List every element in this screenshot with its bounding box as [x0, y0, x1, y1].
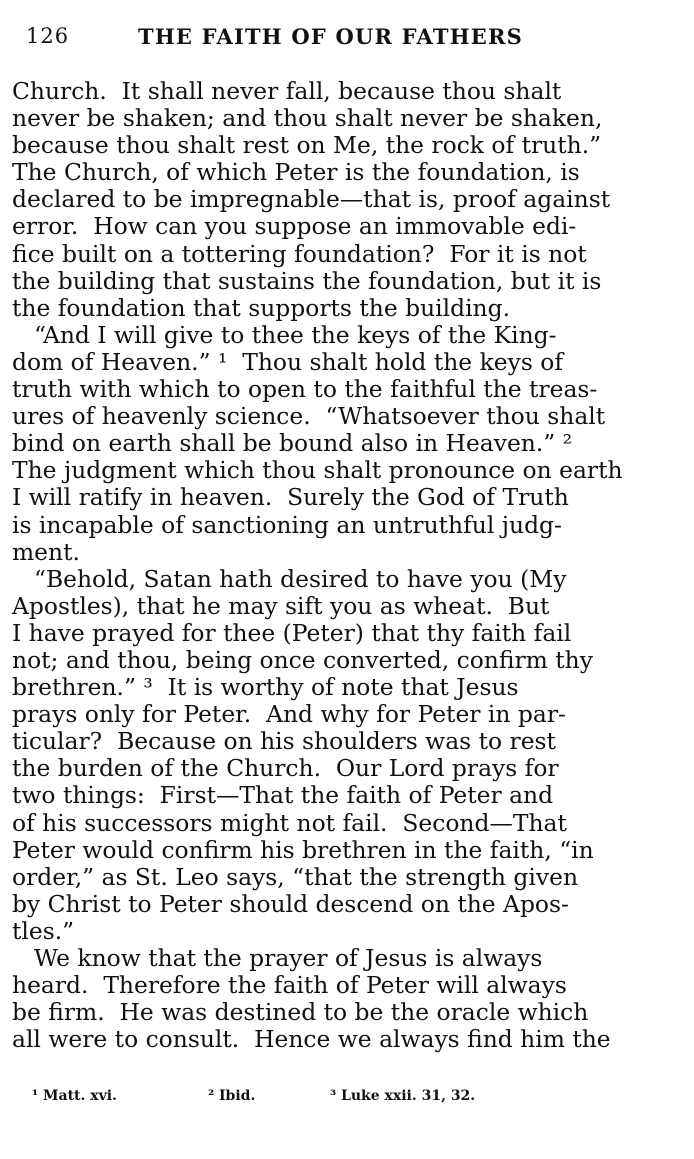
text-line: error. How can you suppose an immovable edi- — [12, 212, 577, 241]
text-line: order,” as St. Leo says, “that the strength given — [12, 862, 579, 891]
text-line: because thou shalt rest on Me, the rock of truth.” — [12, 131, 602, 160]
text-line: I will ratify in heaven. Surely the God of Truth — [12, 483, 569, 512]
text-line: ures of heavenly science. “Whatsoever thou shalt — [12, 402, 606, 431]
text-line: The judgment which thou shalt pronounce on earth — [12, 456, 623, 485]
text-line: fice built on a tottering foundation? For it is not — [12, 239, 587, 268]
text-line: “Behold, Satan hath desired to have you (My — [34, 564, 567, 593]
body-text — [12, 78, 660, 1053]
text-line: Church. It shall never fall, because thou shalt — [12, 77, 562, 105]
text-line: Peter would confirm his brethren in the faith, “in — [12, 835, 594, 864]
text-line: ment. — [12, 537, 80, 566]
text-line: not; and thou, being once converted, confirm thy — [12, 645, 593, 674]
running-title: THE FAITH OF OUR FATHERS — [138, 24, 523, 49]
text-line: heard. Therefore the faith of Peter will always — [12, 971, 567, 1000]
text-line: the burden of the Church. Our Lord prays for — [12, 754, 559, 783]
text-line: the building that sustains the foundation, but it is — [12, 266, 602, 295]
footnote-2: ² Ibid. — [208, 1088, 256, 1104]
text-line: I have prayed for thee (Peter) that thy faith fail — [12, 618, 572, 647]
footnote-3: ³ Luke xxii. 31, 32. — [330, 1088, 476, 1104]
text-line: truth with which to open to the faithful the treas- — [12, 375, 598, 404]
text-line: ticular? Because on his shoulders was to rest — [12, 727, 556, 756]
text-line: brethren.” ³ It is worthy of note that Jesus — [12, 673, 519, 702]
text-line: tles.” — [12, 916, 75, 945]
text-line: of his successors might not fail. Second—That — [12, 808, 567, 837]
text-line: The Church, of which Peter is the foundation, is — [12, 158, 580, 187]
text-line: by Christ to Peter should descend on the Apos- — [12, 889, 569, 918]
text-line: the foundation that supports the building. — [12, 293, 511, 322]
text-line: is incapable of sanctioning an untruthful judg- — [12, 510, 562, 539]
text-line: We know that the prayer of Jesus is always — [34, 944, 543, 972]
text-line: declared to be impregnable—that is, proof against — [12, 185, 611, 214]
page-header — [22, 24, 662, 54]
page-number: 126 — [26, 24, 70, 48]
text-line: never be shaken; and thou shalt never be shaken, — [12, 104, 603, 133]
text-line: bind on earth shall be bound also in Heaven.” ² — [12, 429, 573, 458]
text-line: two things: First—That the faith of Peter and — [12, 781, 554, 810]
text-line: dom of Heaven.” ¹ Thou shalt hold the keys of — [12, 347, 563, 376]
text-line: “And I will give to thee the keys of the King- — [34, 320, 557, 349]
text-line: Apostles), that he may sift you as wheat. But — [12, 591, 550, 620]
footnote-1: ¹ Matt. xvi. — [32, 1088, 117, 1104]
text-line: all were to consult. Hence we always find him the — [12, 1025, 611, 1054]
text-line: be firm. He was destined to be the oracle which — [12, 998, 589, 1027]
text-line: prays only for Peter. And why for Peter in par- — [12, 700, 566, 729]
